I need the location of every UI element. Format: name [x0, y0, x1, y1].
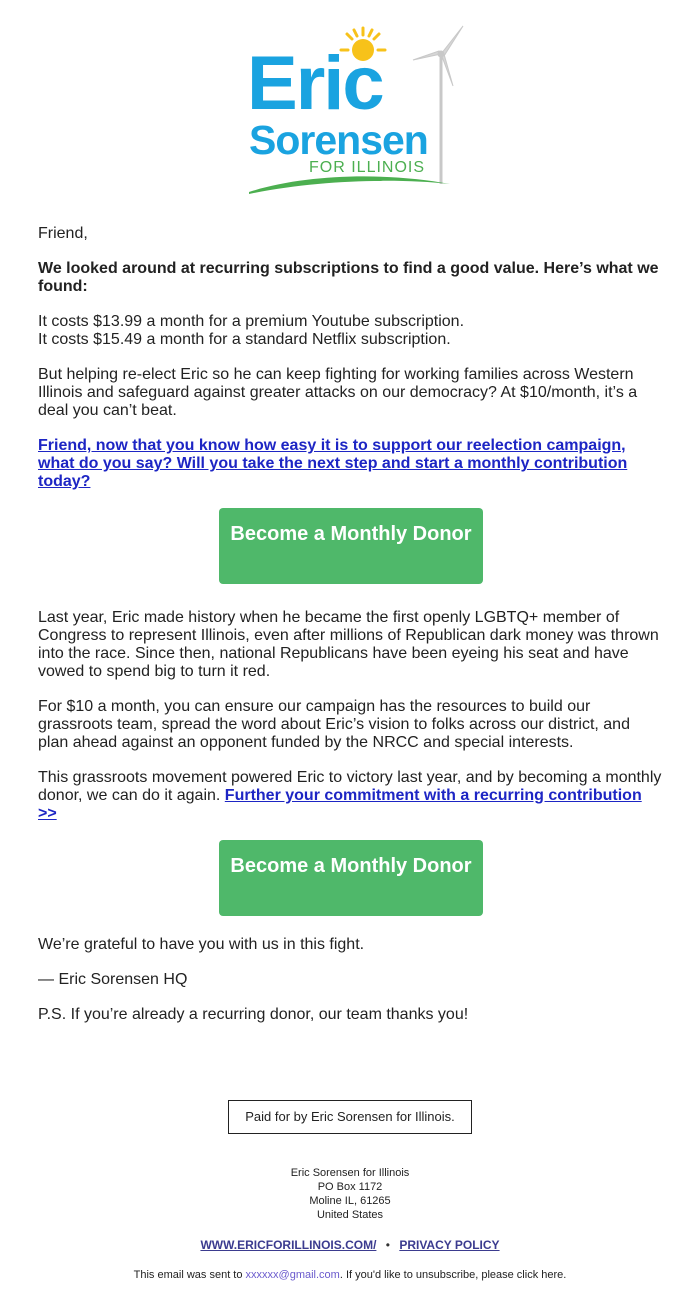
movement-text: This grassroots movement powered Eric to victory last year, and by becoming a monthly donor, we can do it again.: [38, 769, 662, 804]
paid-for-disclaimer: Paid for by Eric Sorensen for Illinois.: [228, 1100, 472, 1134]
youtube-line: It costs $13.99 a month for a premium Youtube subscription.: [38, 313, 465, 330]
address-line: PO Box 1172: [317, 1181, 383, 1193]
logo-tagline: FOR ILLINOIS: [309, 159, 426, 176]
unsubscribe-notice: [0, 1268, 700, 1282]
pitch-paragraph: But helping re-elect Eric so he can keep fighting for working families across Western Illinois and safeguard against greater attacks on our democracy? At $10/month, it’s a deal you can’t beat.: [38, 366, 638, 419]
monthly-contribution-link[interactable]: Friend, now that you know how easy it is to support our reelection campaign, what do you say? Will you take the next step and start a monthly contribution today?: [38, 437, 628, 490]
mailing-address: [0, 1166, 700, 1222]
intro-heading: We looked around at recurring subscriptions to find a good value. Here’s what we found:: [38, 260, 659, 295]
address-line: Moline IL, 61265: [309, 1195, 391, 1207]
email-body: [38, 225, 664, 1041]
footer-links: [0, 1238, 700, 1252]
ps-line: P.S. If you’re already a recurring donor, our team thanks you!: [38, 1006, 469, 1023]
footer-separator: •: [385, 1238, 390, 1252]
cta-wrap-2: [38, 840, 664, 916]
recipient-email: xxxxxx@gmail.com: [245, 1269, 340, 1281]
movement-paragraph: [38, 769, 664, 823]
recurring-contribution-link[interactable]: Further your commitment with a recurring contribution >>: [38, 787, 642, 822]
resources-paragraph: For $10 a month, you can ensure our campaign has the resources to build our grassroots team, spread the word about Eric’s vision to folks across our district, and plan ahead against an opponent funded by the NRCC and special interests.: [38, 698, 630, 751]
address-line: Eric Sorensen for Illinois: [290, 1167, 410, 1179]
become-monthly-donor-button[interactable]: Become a Monthly Donor: [219, 508, 483, 584]
address-line: United States: [316, 1209, 384, 1221]
subscriptions-list: [38, 313, 664, 349]
privacy-policy-link[interactable]: PRIVACY POLICY: [399, 1238, 500, 1252]
grateful-line: We’re grateful to have you with us in this fight.: [38, 936, 365, 953]
cta-wrap-1: [38, 508, 664, 584]
become-monthly-donor-button-2[interactable]: Become a Monthly Donor: [219, 840, 483, 916]
cta-link-paragraph: [38, 437, 664, 491]
sent-to-prefix: This email was sent to: [133, 1269, 246, 1281]
history-paragraph: Last year, Eric made history when he became the first openly LGBTQ+ member of Congress to represent Illinois, even after millions of Republican dark money was thrown into the race. Since then, national Republicans have been eyeing his seat and have vowed to spend big to turn it red.: [38, 609, 659, 680]
netflix-line: It costs $15.49 a month for a standard Netflix subscription.: [38, 331, 451, 348]
greeting: Friend,: [38, 225, 88, 242]
logo-sorensen-text: Sorensen: [249, 117, 428, 163]
green-swoosh-icon: [249, 176, 450, 194]
logo-eric-text: Eric: [247, 41, 383, 126]
signature: — Eric Sorensen HQ: [38, 971, 188, 988]
campaign-logo: [245, 24, 475, 199]
unsubscribe-text[interactable]: . If you'd like to unsubscribe, please click here.: [339, 1269, 567, 1281]
website-link[interactable]: WWW.ERICFORILLINOIS.COM/: [200, 1238, 377, 1252]
